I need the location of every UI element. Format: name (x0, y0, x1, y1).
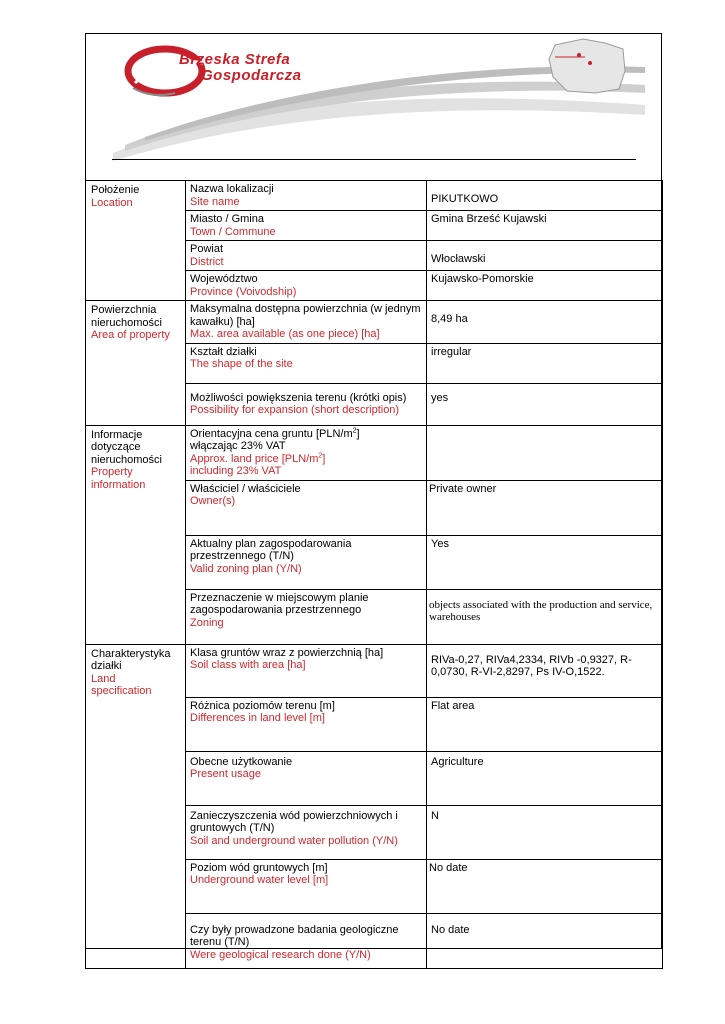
section-label-pl: nieruchomości (91, 316, 162, 329)
label-pl: Województwo (190, 273, 258, 285)
value-text: PIKUTKOWO (431, 193, 499, 206)
label-en (190, 453, 422, 466)
field-value (427, 271, 663, 301)
field-label (186, 211, 427, 241)
label-pl: Poziom wód gruntowych [m] (190, 861, 328, 874)
section-label-en: Area of property (91, 329, 170, 341)
field-label (186, 241, 427, 271)
value-text: N (431, 809, 439, 822)
field-value (427, 751, 663, 805)
value-text: No date (429, 861, 468, 874)
label-en: Max. area available (as one piece) [ha] (190, 328, 380, 340)
label-pl: Obecne użytkowanie (190, 755, 293, 768)
field-value (427, 913, 663, 968)
value-text: No date (431, 923, 470, 936)
table-row (86, 425, 663, 480)
value-text: RIVa-0,27, RIVa4,2334, RIVb -0,9327, R-0,0730, R-VI-2,8297, Ps IV-O,1522. (431, 653, 632, 678)
superscript: 2 (352, 426, 357, 434)
field-value (427, 644, 663, 697)
field-value (427, 383, 663, 425)
label-en: Owner(s) (190, 495, 236, 507)
price-label-en-start: Approx. land price [PLN/m (190, 452, 319, 465)
section-label-pl: Charakterystyka (91, 647, 171, 660)
value-text: yes (431, 391, 449, 404)
label-en: Present usage (190, 768, 261, 780)
label-pl: Miasto / Gmina (190, 213, 264, 225)
label-en: Underground water level [m] (190, 874, 329, 886)
section-label-pl: Położenie (91, 184, 140, 196)
label-pl: Aktualny plan zagospodarowania przestrzennego (T/N) (190, 537, 352, 562)
label-pl: Możliwości powiększenia terenu (krótki opis) (190, 391, 407, 404)
section-land (86, 644, 186, 968)
field-label (186, 751, 427, 805)
label-en: Valid zoning plan (Y/N) (190, 562, 302, 575)
value-text: Yes (431, 537, 449, 550)
field-value (427, 425, 663, 480)
value-text: objects associated with the production and service, warehouses (429, 598, 653, 623)
field-label (186, 644, 427, 697)
field-label (186, 425, 427, 480)
logo-line-1: Brzeska Strefa (179, 51, 291, 68)
section-label-pl: Informacje (91, 428, 143, 441)
field-value (427, 589, 663, 644)
field-value (427, 343, 663, 383)
section-label-en: specification (91, 685, 152, 697)
field-value (427, 805, 663, 859)
label-en: Province (Voivodship) (190, 285, 297, 298)
label-pl: Kształt działki (190, 345, 257, 358)
section-label-en: Property (91, 466, 133, 478)
field-label (186, 181, 427, 211)
label-pl: Właściciel / właściciele (190, 482, 301, 495)
label-pl: Zanieczyszczenia wód powierzchniowych i gruntowych (T/N) (190, 809, 398, 834)
field-label (186, 697, 427, 751)
section-label-en: information (91, 478, 146, 491)
section-label-en: Location (91, 196, 133, 209)
section-location (86, 181, 186, 301)
label-en: The shape of the site (190, 358, 293, 370)
label-pl: Maksymalna dostępna powierzchnia (w jednym kawałku) [ha] (190, 303, 421, 328)
label-pl: włączając 23% VAT (190, 440, 286, 452)
label-pl: Powiat (190, 243, 224, 255)
label-pl: Czy były prowadzone badania geologiczne terenu (T/N) (190, 923, 399, 948)
label-en: Were geological research done (Y/N) (190, 948, 371, 961)
price-label-pl-end: ] (356, 427, 360, 440)
value-text: Private owner (429, 482, 497, 495)
value-text: Włocławski (431, 253, 486, 265)
section-property-info (86, 425, 186, 644)
field-label (186, 343, 427, 383)
label-pl (190, 428, 422, 441)
field-label (186, 271, 427, 301)
field-value (427, 301, 663, 344)
field-value (427, 211, 663, 241)
field-label (186, 589, 427, 644)
section-label-pl: Powierzchnia (91, 304, 157, 316)
label-en: District (190, 255, 224, 268)
label-pl: Klasa gruntów wraz z powierzchnią [ha] (190, 646, 384, 659)
section-label-pl: działki (91, 660, 122, 672)
section-label-pl: nieruchomości (91, 453, 162, 466)
field-label (186, 859, 427, 913)
field-value (427, 859, 663, 913)
table-row (86, 181, 663, 211)
section-area (86, 301, 186, 426)
value-text: 8,49 ha (431, 313, 468, 325)
table-row (86, 644, 663, 697)
price-label-pl-start: Orientacyjna cena gruntu [PLN/m (190, 427, 353, 440)
logo-line-2: Gospodarcza (201, 67, 302, 84)
label-en: Soil and underground water pollution (Y/N) (190, 834, 398, 847)
field-label (186, 301, 427, 344)
label-en: Town / Commune (190, 225, 276, 238)
superscript: 2 (318, 451, 323, 459)
value-text: Gmina Brześć Kujawski (431, 213, 547, 225)
field-value (427, 181, 663, 211)
field-label (186, 805, 427, 859)
price-label-en-end: ] (322, 452, 326, 465)
property-table (85, 180, 663, 969)
field-label (186, 535, 427, 589)
value-text: Kujawsko-Pomorskie (431, 273, 534, 285)
field-value (427, 480, 663, 535)
header-divider (112, 159, 636, 160)
section-label-en: Land (91, 672, 116, 685)
label-pl: Różnica poziomów terenu [m] (190, 699, 335, 712)
value-text: Agriculture (431, 755, 484, 768)
field-label (186, 913, 427, 968)
label-en: Site name (190, 195, 240, 208)
label-en: including 23% VAT (190, 465, 282, 477)
value-text: Flat area (431, 699, 475, 712)
label-en: Differences in land level [m] (190, 712, 325, 724)
value-text: irregular (431, 345, 472, 358)
label-pl: Nazwa lokalizacji (190, 183, 274, 195)
field-value (427, 535, 663, 589)
field-label (186, 383, 427, 425)
label-en: Zoning (190, 616, 224, 629)
table-row (86, 301, 663, 344)
label-en: Soil class with area [ha] (190, 659, 306, 671)
field-label (186, 480, 427, 535)
field-value (427, 697, 663, 751)
label-pl: Przeznaczenie w miejscowym planie zagospodarowania przestrzennego (190, 591, 369, 616)
label-en: Possibility for expansion (short description) (190, 404, 400, 416)
section-label-pl: dotyczące (91, 441, 141, 453)
field-value (427, 241, 663, 271)
